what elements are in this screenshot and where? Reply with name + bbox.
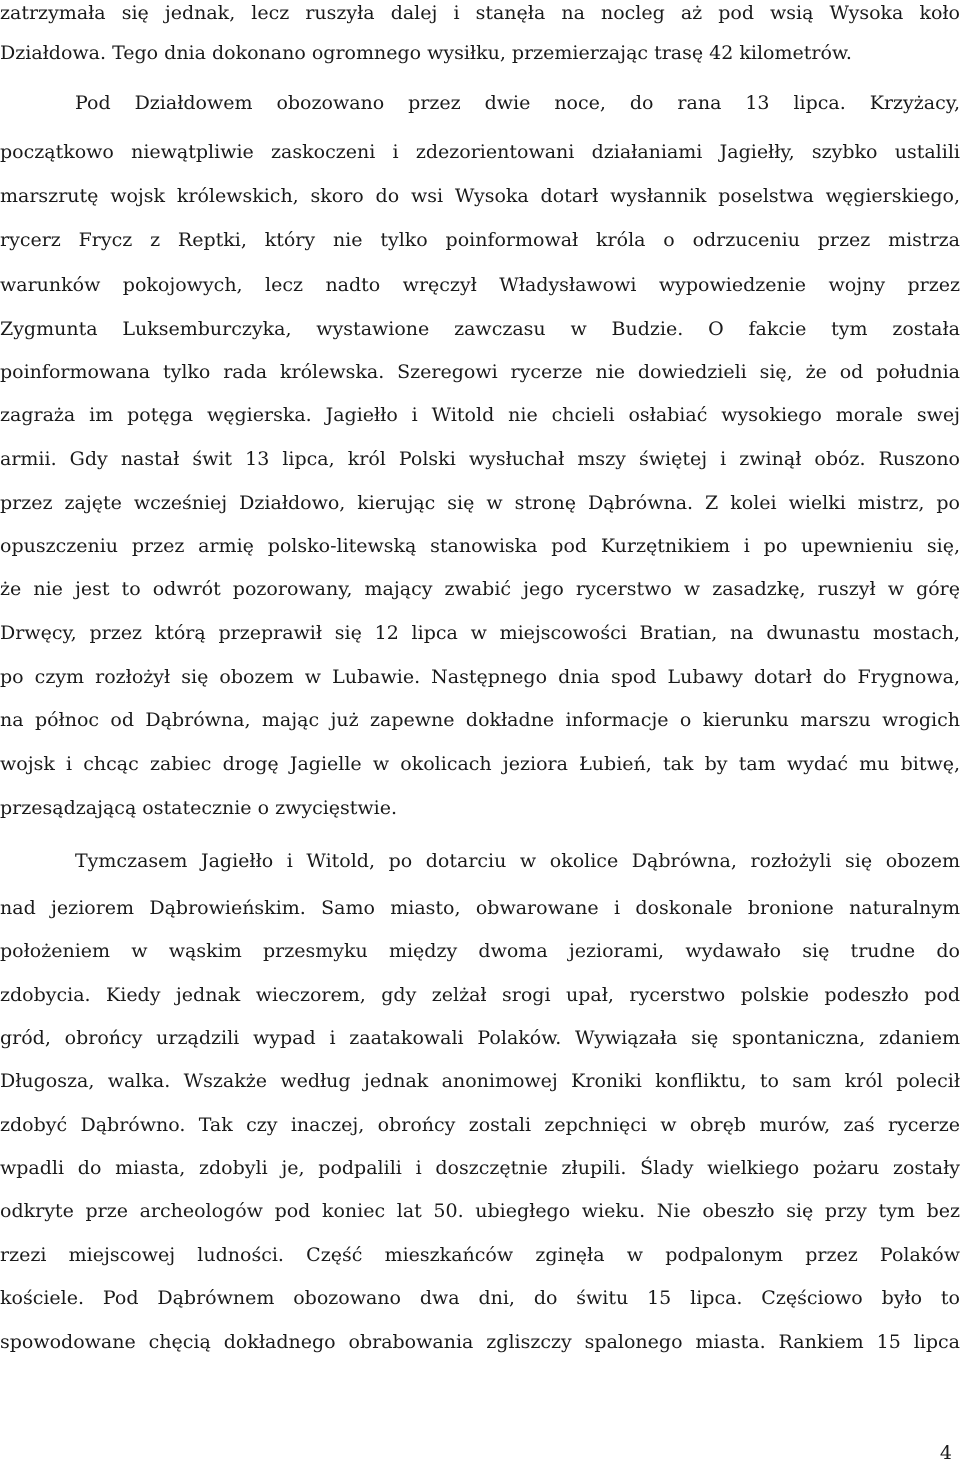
text-line: nad jeziorem Dąbrowieńskim. Samo miasto, obwarowane i doskonale bronione naturalnym — [0, 897, 960, 919]
text-line: zdobycia. Kiedy jednak wieczorem, gdy zelżał srogi upał, rycerstwo polskie podeszło pod — [0, 984, 960, 1006]
text-line: przesądzającą ostatecznie o zwycięstwie. — [0, 797, 398, 819]
text-line: Działdowa. Tego dnia dokonano ogromnego wysiłku, przemierzając trasę 42 kilometrów. — [0, 42, 852, 64]
text-line: gród, obrońcy urządzili wypad i zaatakowali Polaków. Wywiązała się spontaniczna, zdaniem — [0, 1027, 960, 1049]
text-line: Długosza, walka. Wszakże według jednak anonimowej Kroniki konfliktu, to sam król polecił — [0, 1070, 960, 1092]
text-line: marszrutę wojsk królewskich, skoro do wsi Wysoka dotarł wysłannik poselstwa węgierskiego, — [0, 185, 960, 207]
text-line: po czym rozłożył się obozem w Lubawie. Następnego dnia spod Lubawy dotarł do Frygnowa, — [0, 666, 960, 688]
text-line: położeniem w wąskim przesmyku między dwoma jeziorami, wydawało się trudne do — [0, 940, 960, 962]
text-line: Drwęcy, przez którą przeprawił się 12 lipca w miejscowości Bratian, na dwunastu mostach, — [0, 622, 960, 644]
text-line: rzezi miejscowej ludności. Część mieszkańców zginęła w podpalonym przez Polaków — [0, 1244, 960, 1266]
text-line: kościele. Pod Dąbrównem obozowano dwa dni, do świtu 15 lipca. Częściowo było to — [0, 1287, 960, 1309]
text-line: wpadli do miasta, zdobyli je, podpalili i doszczętnie złupili. Ślady wielkiego pożaru zostały — [0, 1157, 960, 1179]
text-line: zatrzymała się jednak, lecz ruszyła dalej i stanęła na nocleg aż pod wsią Wysoka koło — [0, 2, 960, 24]
text-line: przez zajęte wcześniej Działdowo, kierując się w stronę Dąbrówna. Z kolei wielki mistrz, po — [0, 492, 960, 514]
text-line: poinformowana tylko rada królewska. Szeregowi rycerze nie dowiedzieli się, że od południa — [0, 361, 960, 383]
text-line: rycerz Frycz z Reptki, który nie tylko poinformował króla o odrzuceniu przez mistrza — [0, 229, 960, 251]
text-line: Zygmunta Luksemburczyka, wystawione zawczasu w Budzie. O fakcie tym została — [0, 318, 960, 340]
text-line: początkowo niewątpliwie zaskoczeni i zdezorientowani działaniami Jagiełły, szybko ustalili — [0, 141, 960, 163]
text-line: Pod Działdowem obozowano przez dwie noce, do rana 13 lipca. Krzyżacy, — [75, 92, 960, 114]
text-line: opuszczeniu przez armię polsko-litewską stanowiska pod Kurzętnikiem i po upewnieniu się, — [0, 535, 960, 557]
page-number: 4 — [939, 1442, 952, 1464]
text-line: warunków pokojowych, lecz nadto wręczył Władysławowi wypowiedzenie wojny przez — [0, 274, 960, 296]
text-line: odkryte prze archeologów pod koniec lat 50. ubiegłego wieku. Nie obeszło się przy tym bez — [0, 1200, 960, 1222]
text-line: że nie jest to odwrót pozorowany, mający zwabić jego rycerstwo w zasadzkę, ruszył w górę — [0, 578, 960, 600]
text-line: armii. Gdy nastał świt 13 lipca, król Polski wysłuchał mszy świętej i zwinął obóz. Ruszono — [0, 448, 960, 470]
text-line: zdobyć Dąbrówno. Tak czy inaczej, obrońcy zostali zepchnięci w obręb murów, zaś rycerze — [0, 1114, 960, 1136]
text-line: na północ od Dąbrówna, mając już zapewne dokładne informacje o kierunku marszu wrogich — [0, 709, 960, 731]
text-line: wojsk i chcąc zabiec drogę Jagielle w okolicach jeziora Łubień, tak by tam wydać mu bitwę, — [0, 753, 960, 775]
text-line: Tymczasem Jagiełło i Witold, po dotarciu w okolice Dąbrówna, rozłożyli się obozem — [75, 850, 960, 872]
text-line: zagraża im potęga węgierska. Jagiełło i Witold nie chcieli osłabiać wysokiego morale swej — [0, 404, 960, 426]
text-line: spowodowane chęcią dokładnego obrabowania zgliszczy spalonego miasta. Rankiem 15 lipca — [0, 1331, 960, 1353]
